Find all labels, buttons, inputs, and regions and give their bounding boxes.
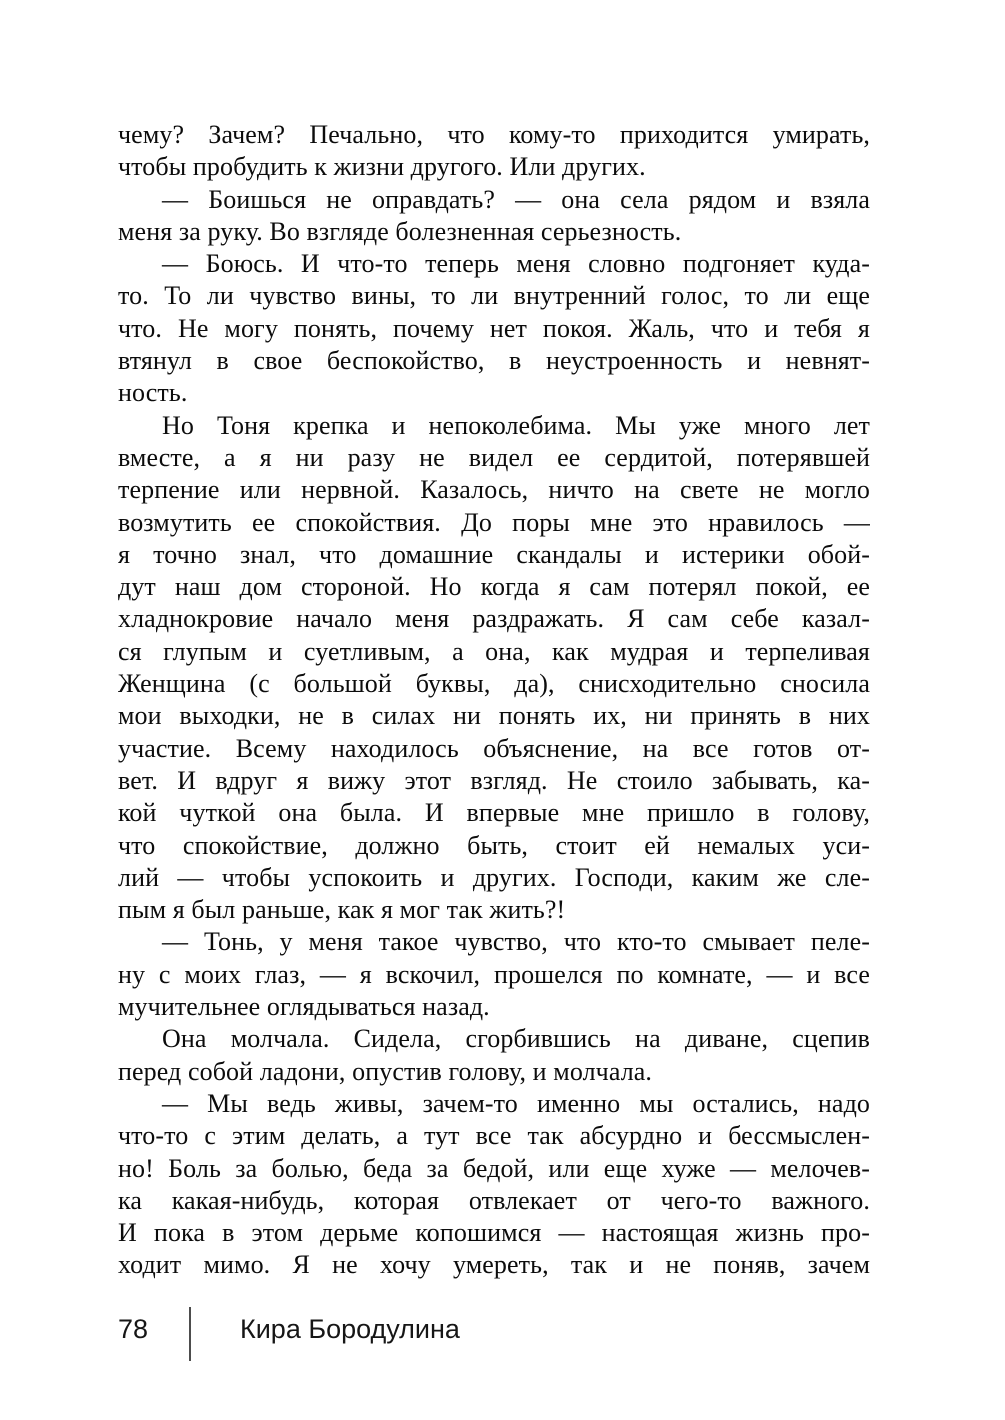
paragraph — [118, 119, 870, 184]
paragraph — [118, 410, 870, 927]
text-line: дут наш дом стороной. Но когда я сам потерял покой, ее — [118, 572, 870, 602]
text-line: Она молчала. Сидела, сгорбившись на диване, сцепив — [162, 1024, 870, 1054]
text-line: — Тонь, у меня такое чувство, что кто-то смывает пеле- — [162, 927, 870, 957]
text-line: — Боишься не оправдать? — она села рядом и взяла — [162, 184, 870, 214]
paragraph — [118, 248, 870, 409]
paragraph — [118, 926, 870, 1023]
text-line: ну с моих глаз, — я вскочил, прошелся по комнате, — и все — [118, 959, 870, 989]
paragraph — [118, 1088, 870, 1282]
text-line: что. Не могу понять, почему нет покоя. Жаль, что и тебя я — [118, 313, 870, 343]
text-line: — Боюсь. И что-то теперь меня словно подгоняет куда- — [162, 249, 870, 279]
text-line: я точно знал, что домашние скандалы и истерики обой- — [118, 539, 870, 569]
text-line: мучительнее оглядываться назад. — [118, 992, 490, 1022]
text-line: ся глупым и суетливым, а она, как мудрая и терпеливая — [118, 636, 870, 666]
text-line: лий — чтобы успокоить и других. Господи, каким же сле- — [118, 862, 870, 892]
text-line: вместе, а я ни разу не видел ее сердитой, потерявшей — [118, 442, 870, 472]
text-line: участие. Всему находилось объяснение, на все готов от- — [118, 733, 870, 763]
text-line: чему? Зачем? Печально, что кому-то приходится умирать, — [118, 120, 870, 149]
paragraph — [118, 1023, 870, 1088]
text-line: но! Боль за болью, беда за бедой, или еще хуже — мелочев- — [118, 1153, 870, 1183]
page-number: 78 — [118, 1314, 149, 1344]
text-line: ность. — [118, 378, 188, 408]
text-line: Женщина (с большой буквы, да), снисходительно сносила — [118, 669, 870, 699]
text-line: возмутить ее спокойствия. До поры мне это нравилось — — [118, 507, 870, 537]
text-line: то. То ли чувство вины, то ли внутренний голос, то ли еще — [118, 281, 870, 311]
text-line: чтобы пробудить к жизни другого. Или других. — [118, 152, 646, 182]
text-line: кой чуткой она была. И впервые мне пришло в голову, — [118, 798, 870, 828]
text-line: пым я был раньше, как я мог так жить?! — [118, 895, 566, 925]
page-footer — [0, 1307, 1005, 1367]
text-line: — Мы ведь живы, зачем-то именно мы остались, надо — [162, 1088, 870, 1118]
text-line: что спокойствие, должно быть, стоит ей немалых уси- — [118, 830, 870, 860]
text-line: меня за руку. Во взгляде болезненная серьезность. — [118, 216, 682, 246]
footer-divider — [189, 1307, 191, 1361]
text-line: вет. И вдруг я вижу этот взгляд. Не стоило забывать, ка- — [118, 765, 870, 795]
author-name: Кира Бородулина — [240, 1314, 460, 1344]
body-text — [118, 119, 870, 1282]
text-line: хладнокровие начало меня раздражать. Я сам себе казал- — [118, 604, 870, 634]
text-line: ка какая-нибудь, которая отвлекает от чего-то важного. — [118, 1185, 870, 1215]
text-line: что-то с этим делать, а тут все так абсурдно и бессмыслен- — [118, 1121, 870, 1151]
text-line: ходит мимо. Я не хочу умереть, так и не поняв, зачем — [118, 1250, 870, 1280]
text-line: И пока в этом дерьме копошимся — настоящая жизнь про- — [118, 1218, 870, 1248]
text-line: мои выходки, не в силах ни понять их, ни принять в них — [118, 701, 870, 731]
text-line: втянул в свое беспокойство, в неустроенность и невнят- — [118, 346, 870, 376]
text-line: Но Тоня крепка и непоколебима. Мы уже много лет — [162, 410, 870, 440]
paragraph — [118, 184, 870, 249]
text-line: перед собой ладони, опустив голову, и молчала. — [118, 1056, 653, 1086]
text-line: терпение или нервной. Казалось, ничто на свете не могло — [118, 475, 870, 505]
